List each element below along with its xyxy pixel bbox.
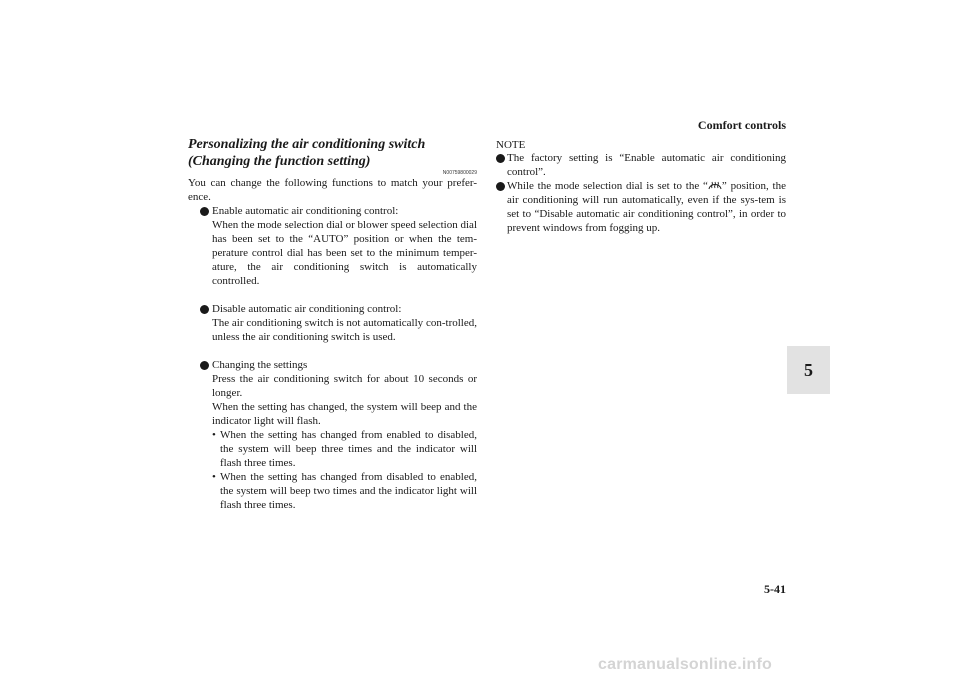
right-column — [496, 139, 786, 235]
sub-bullet-marker: • — [212, 471, 216, 483]
note-label: NOTE — [496, 139, 526, 151]
bullet-icon — [496, 154, 505, 163]
item-changing-settings — [188, 358, 477, 512]
note-item — [496, 179, 786, 235]
item-body: Press the air conditioning switch for about 10 seconds or longer. — [212, 373, 477, 399]
item-body: The air conditioning switch is not automatically con-trolled, unless the air conditioning switch is used. — [212, 317, 477, 343]
item-body: When the setting has changed, the system will beep and the indicator light will flash. — [212, 401, 477, 427]
bullet-icon — [200, 305, 209, 314]
left-column — [188, 136, 477, 512]
bullet-icon — [200, 207, 209, 216]
note-text-after: ” position, the air conditioning will run automatically, even if the sys-tem is set to “Disable automatic air conditioning control”, in order to prevent windows from fogging up. — [507, 180, 786, 234]
note-item — [496, 151, 786, 179]
item-title: Changing the settings — [212, 359, 308, 371]
sub-item-text: When the setting has changed from disabled to enabled, the system will beep two times and the indicator light will flash three times. — [220, 471, 477, 511]
sub-bullet-marker: • — [212, 429, 216, 441]
item-body: When the mode selection dial or blower speed selection dial has been set to the “AUTO” position or when the tem-perature control dial has been set to the minimum temper-ature, the air conditioning switch is automatically controlled. — [212, 219, 477, 287]
sub-item-enabled — [212, 470, 477, 512]
item-title: Disable automatic air conditioning control: — [212, 303, 402, 315]
item-disable-auto — [188, 302, 477, 344]
watermark: carmanualsonline.info — [598, 656, 773, 673]
bullet-icon — [496, 182, 505, 191]
bullet-icon — [200, 361, 209, 370]
item-enable-auto — [188, 204, 477, 288]
sub-item-text: When the setting has changed from enabled to disabled, the system will beep three times and the indicator will flash three times. — [220, 429, 477, 469]
reference-code: N00759800029 — [442, 170, 477, 176]
chapter-tab: 5 — [787, 346, 830, 394]
intro-paragraph: You can change the following functions to match your prefer-ence. — [188, 177, 477, 203]
defroster-icon — [708, 180, 722, 190]
item-title: Enable automatic air conditioning control: — [212, 205, 399, 217]
page-number: 5-41 — [764, 582, 786, 596]
sub-item-disabled — [212, 428, 477, 470]
section-heading: Personalizing the air conditioning switch (Changing the function setting) — [188, 137, 426, 169]
note-text: The factory setting is “Enable automatic air conditioning control”. — [507, 152, 786, 178]
running-header: Comfort controls — [697, 118, 786, 132]
note-text-before: While the mode selection dial is set to the “ — [507, 180, 708, 192]
